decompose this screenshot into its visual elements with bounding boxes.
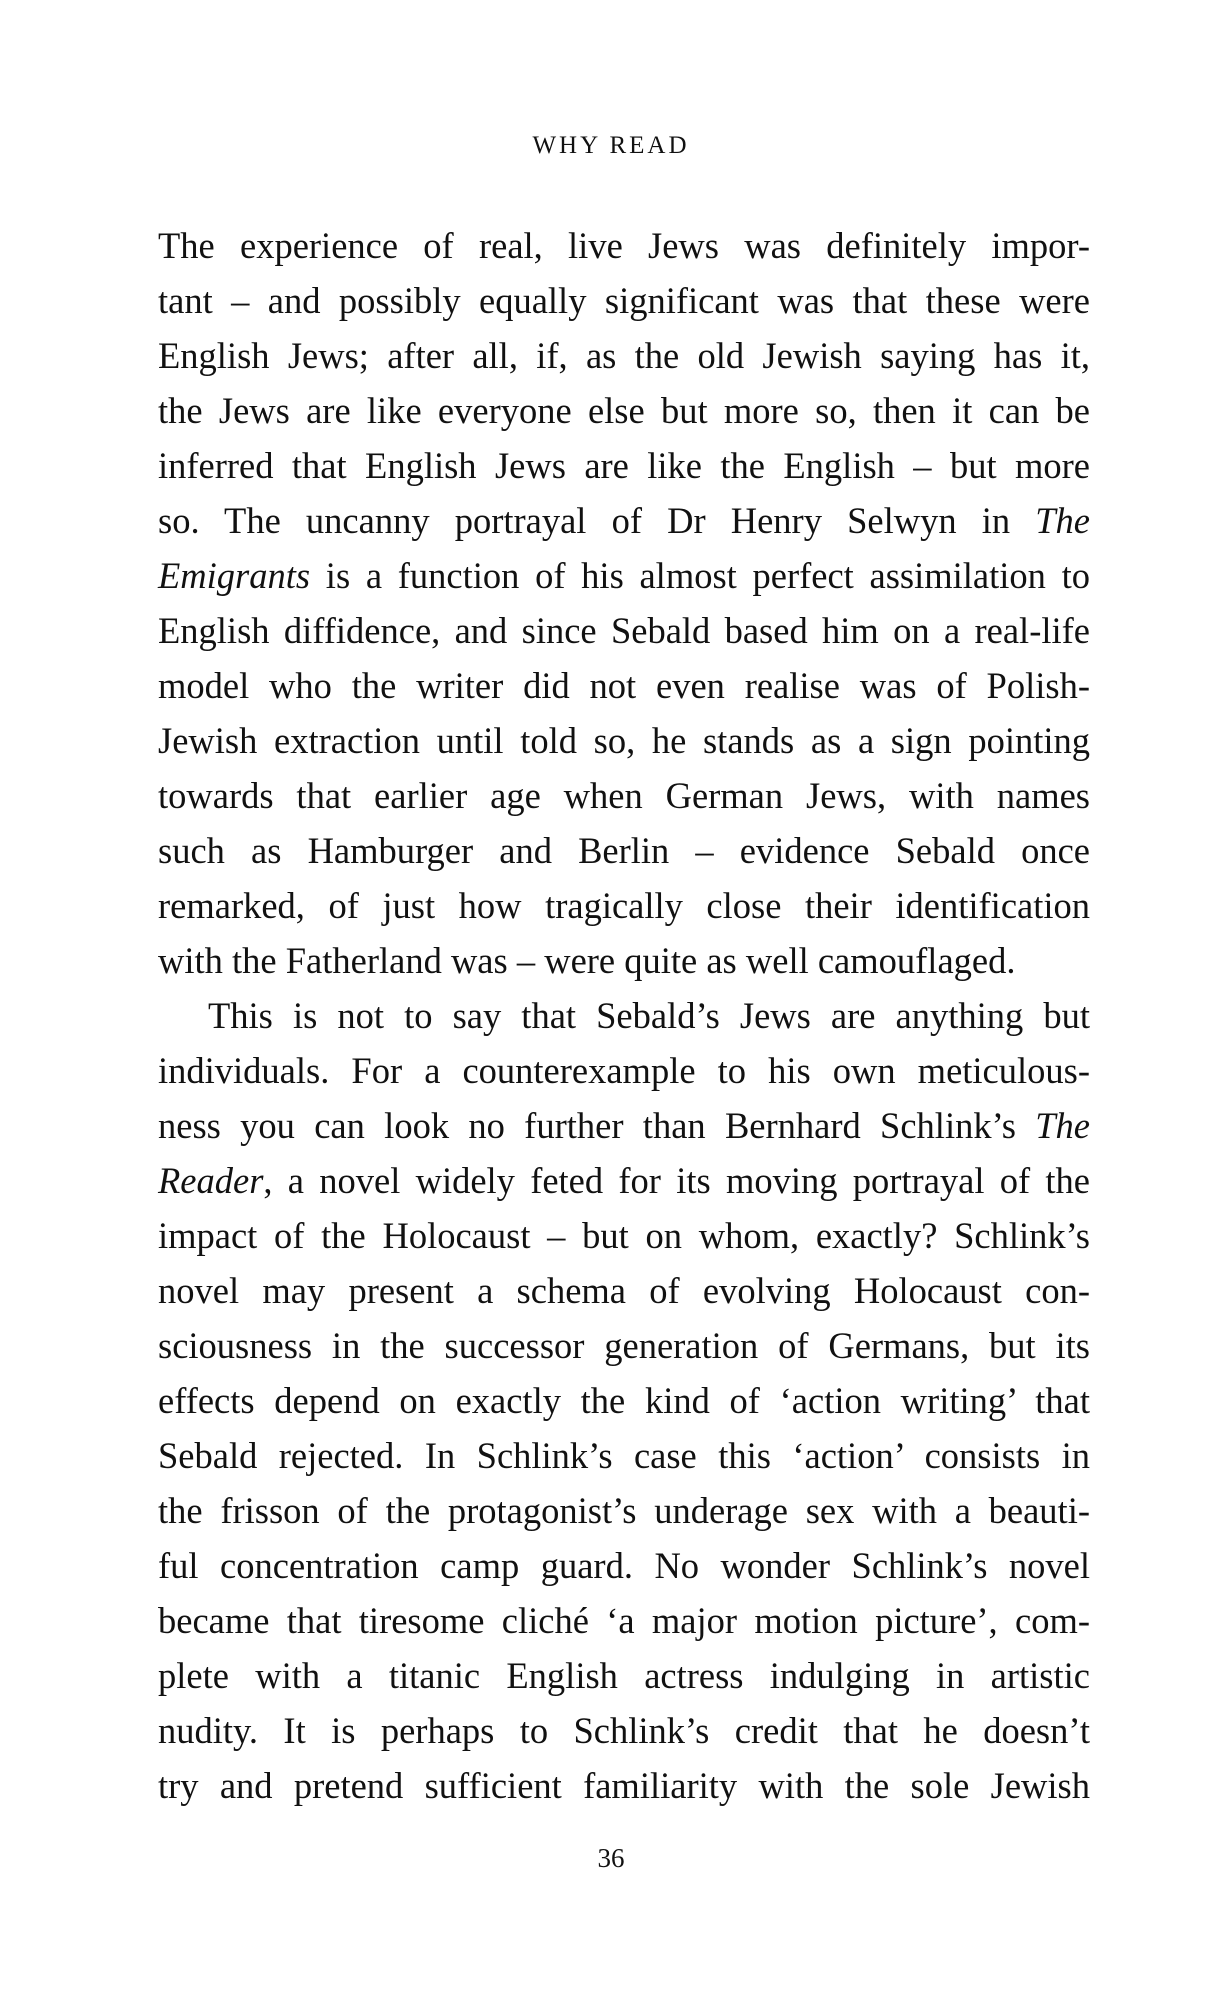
text-line: model who the writer did not even realise was of Polish- (158, 665, 1090, 706)
text-line: sciousness in the successor generation of Germans, but its (158, 1325, 1090, 1366)
text-line: English Jews; after all, if, as the old Jewish saying has it, (158, 335, 1090, 376)
text-line: nudity. It is perhaps to Schlink’s credit that he doesn’t (158, 1710, 1090, 1751)
text-line: became that tiresome cliché ‘a major motion picture’, com- (158, 1600, 1090, 1641)
text-line: tant – and possibly equally significant was that these were (158, 280, 1090, 321)
text-line: ful concentration camp guard. No wonder Schlink’s novel (158, 1545, 1090, 1586)
italic-title: The (1035, 1105, 1090, 1146)
text-line: novel may present a schema of evolving Holocaust con- (158, 1270, 1090, 1311)
page-number: 36 (597, 1843, 625, 1873)
text-line: remarked, of just how tragically close their identification (158, 885, 1090, 926)
text-line: plete with a titanic English actress indulging in artistic (158, 1655, 1090, 1696)
running-head: WHY READ (532, 132, 690, 159)
text-line: try and pretend sufficient familiarity with the sole Jewish (158, 1765, 1090, 1806)
text-line: impact of the Holocaust – but on whom, exactly? Schlink’s (158, 1215, 1090, 1256)
italic-title: The (1035, 500, 1090, 541)
text-line: so. The uncanny portrayal of Dr Henry Selwyn in The (158, 500, 1090, 541)
text-line: inferred that English Jews are like the English – but more (158, 445, 1090, 486)
text-line: Sebald rejected. In Schlink’s case this ‘action’ consists in (158, 1435, 1090, 1476)
text-line: the frisson of the protagonist’s underage sex with a beauti- (158, 1490, 1090, 1531)
text-line: English diffidence, and since Sebald based him on a real-life (158, 610, 1090, 651)
text-line: individuals. For a counterexample to his own meticulous- (158, 1050, 1090, 1091)
text-line: effects depend on exactly the kind of ‘action writing’ that (158, 1380, 1090, 1421)
body-text (158, 218, 1090, 1813)
italic-title: Emigrants (158, 555, 311, 596)
text-line: towards that earlier age when German Jews, with names (158, 775, 1090, 816)
text-line: Emigrants is a function of his almost perfect assimilation to (158, 555, 1090, 596)
text-line: This is not to say that Sebald’s Jews are anything but (208, 995, 1090, 1036)
text-line: Jewish extraction until told so, he stands as a sign pointing (158, 720, 1090, 761)
text-line: ness you can look no further than Bernhard Schlink’s The (158, 1105, 1090, 1146)
text-line: such as Hamburger and Berlin – evidence Sebald once (158, 830, 1090, 871)
text-line: The experience of real, live Jews was definitely impor- (158, 225, 1090, 266)
text-line: the Jews are like everyone else but more so, then it can be (158, 390, 1090, 431)
text-line: Reader, a novel widely feted for its moving portrayal of the (158, 1160, 1090, 1201)
text-line: with the Fatherland was – were quite as well camouflaged. (158, 940, 1016, 981)
italic-title: Reader (158, 1160, 264, 1201)
